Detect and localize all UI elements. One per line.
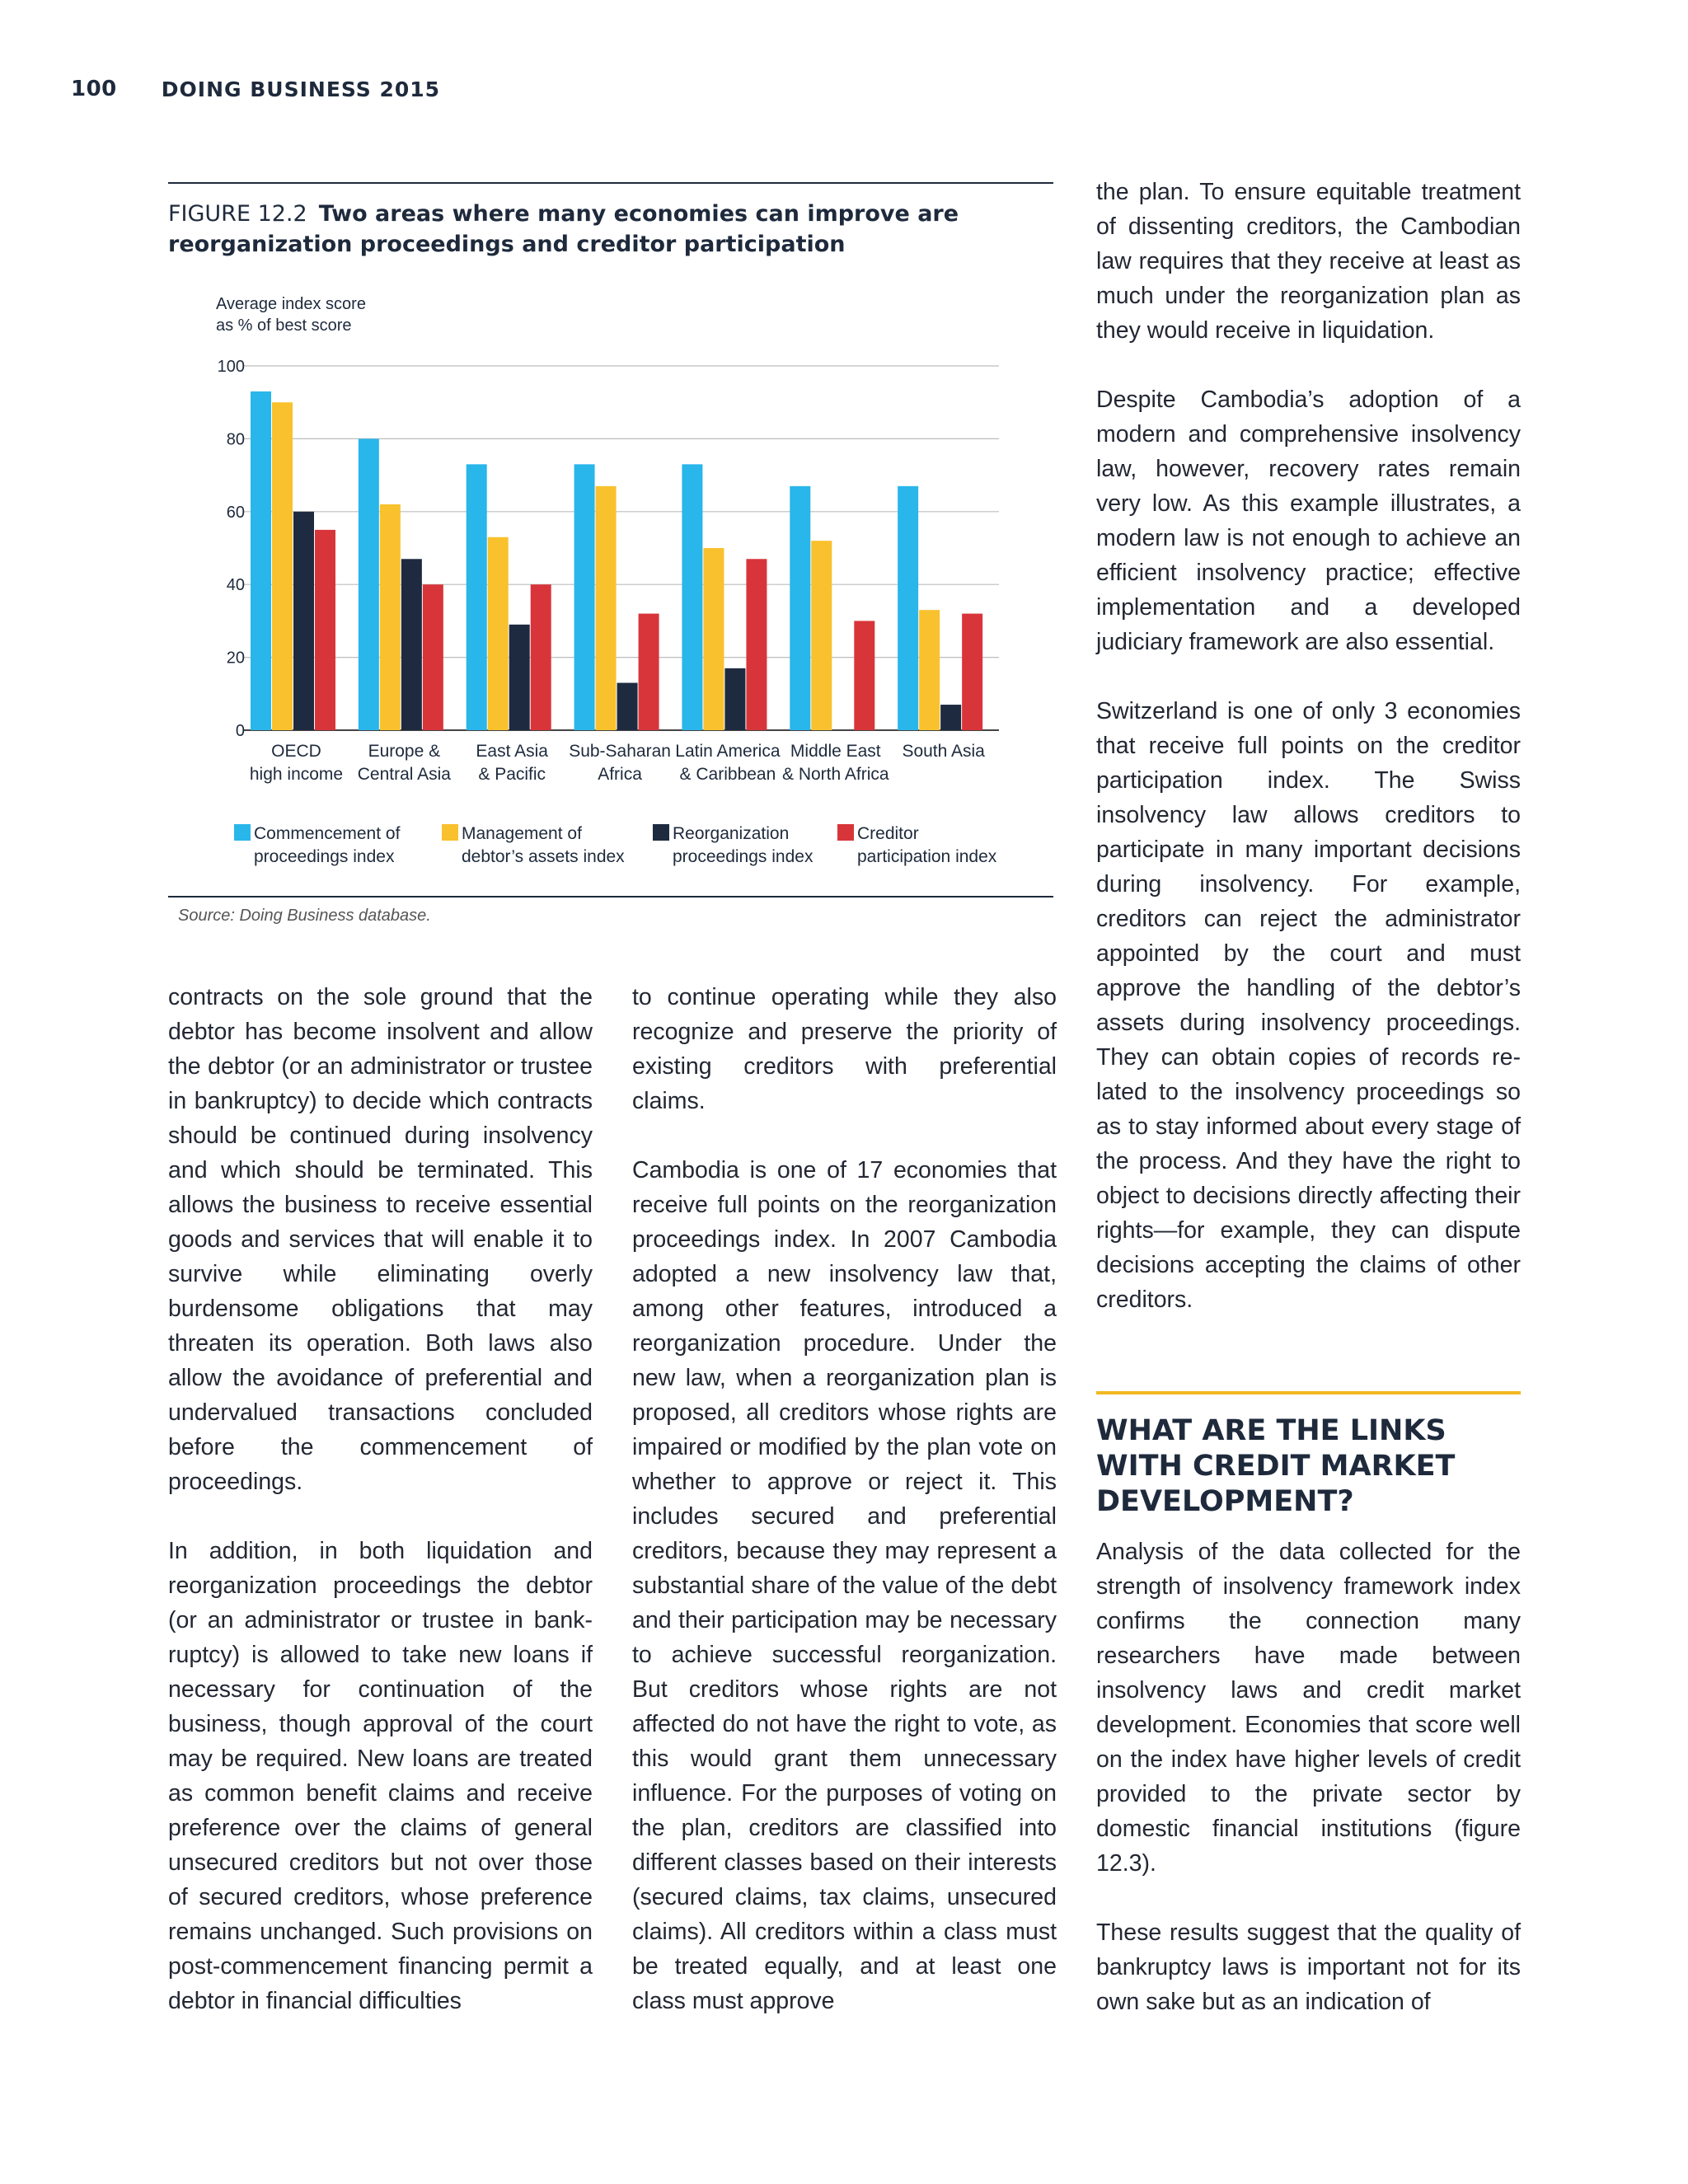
x-category-label: Sub-Saharan (569, 742, 671, 761)
y-tick-label: 20 (226, 649, 245, 668)
section-divider (1096, 1391, 1521, 1394)
chart-bars (251, 391, 982, 730)
legend-label: Creditor (857, 824, 919, 843)
bar (574, 464, 595, 730)
paragraph: These results suggest that the quality of bankruptcy laws is important not for its own sake but as an indication of (1096, 1919, 1521, 2015)
bar (724, 668, 745, 730)
paragraph: Switzerland is one of only 3 economies that receive full points on the creditor participation index. The Swiss insolvency law allows creditors to participate in many important decisions during insolvency. For example, creditors can reject the administrator appointed by the court and must approve the handling of the debtor’s assets during insolvency proceedings. They can obtain copies of records related to the insolvency proceedings so as to stay informed about every stage of the process. And they have the right to object to decisions directly affecting their rights—for example, they can dispute decisions accepting the claims of other creditors. (1096, 698, 1521, 1313)
legend-swatch (234, 824, 251, 841)
legend-swatch (837, 824, 854, 841)
legend-label: participation index (857, 847, 997, 866)
legend-label: Reorganization (673, 824, 790, 843)
bar (488, 537, 509, 730)
y-tick-label: 0 (235, 722, 245, 740)
legend-label: Commencement of (254, 824, 401, 843)
bar (962, 614, 982, 730)
figure-title-text: Two areas where many economies can improve are reorganization proceedings and creditor participation (168, 201, 959, 257)
y-axis-label (216, 295, 366, 335)
legend-label: proceedings index (673, 847, 814, 866)
x-category-label: East Asia (476, 742, 548, 761)
bar (401, 559, 422, 730)
bar (639, 614, 659, 730)
x-category-label: Africa (598, 765, 642, 784)
paragraph: In addition, in both liquidation and reorganization proceedings the debtor (or an administrator or trustee in bankruptcy) is allowed to take new loans if necessary for continuation of the business, though approval of the court may be required. New loans are treated as common benefit claims and receive preference over the claims of general unsecured creditors but not over those of secured creditors, whose preference remains unchanged. Such provisions on post-commencement financing permit a debtor in financial difficulties (168, 1538, 593, 2014)
x-category-label: Central Asia (357, 765, 451, 784)
y-tick-label: 60 (226, 503, 245, 522)
x-category-label: Middle East (790, 742, 881, 761)
bar (531, 584, 551, 730)
bar (790, 486, 810, 730)
y-axis-ticks (218, 358, 245, 740)
paragraph: Analysis of the data collected for the strength of insolvency framework index confirms the connection many researchers have made between insolvency laws and credit market development. Economies that score well on the index have higher levels of credit provided to the private sector by domestic financial institutions (figure 12.3). (1096, 1539, 1521, 1877)
bar (703, 548, 724, 730)
figure-12-2 (168, 182, 1053, 898)
x-category-label: & Caribbean (679, 765, 776, 784)
running-title: DOING BUSINESS 2015 (161, 77, 441, 101)
bar (617, 683, 638, 730)
bar (380, 504, 401, 730)
paragraph: the plan. To ensure equitable treatment of dissenting creditors, the Cambodian law requires that they receive at least as much under the reorganization plan as they would receive in liquidation. (1096, 179, 1521, 344)
bar (315, 530, 335, 730)
y-axis-label-line: Average index score (216, 295, 366, 313)
bar (293, 512, 314, 730)
y-axis-label-line: as % of best score (216, 316, 352, 335)
bar-chart (168, 184, 1053, 896)
bar (811, 541, 832, 730)
body-column-left (168, 980, 593, 2018)
legend-label: proceedings index (254, 847, 395, 866)
chart-gridlines (244, 366, 999, 730)
paragraph: contracts on the sole ground that the debtor has become insolvent and allow the debtor (or an administrator or trustee in bankruptcy) to decide which contracts should be continued during insolvency and which should be terminated. This allows the business to receive essential goods and services that will enable it to survive while eliminating overly burdensome obligations that may threaten its operation. Both laws also allow the avoidance of preferential and undervalued transactions concluded before the commencement of proceedings. (168, 984, 593, 1495)
x-category-label: Europe & (368, 742, 441, 761)
x-category-label: Latin America (675, 742, 781, 761)
bar (272, 402, 293, 730)
body-column-right-bottom (1096, 1535, 1521, 2019)
section-heading: WHAT ARE THE LINKS WITH CREDIT MARKET DEVELOPMENT? (1096, 1414, 1456, 1518)
body-column-right-top (1096, 175, 1521, 1317)
y-tick-label: 40 (226, 576, 245, 595)
legend-swatch (653, 824, 669, 841)
x-category-label: & North Africa (782, 765, 889, 784)
y-tick-label: 100 (217, 358, 245, 376)
chart-legend (234, 824, 997, 866)
legend-label: debtor’s assets index (462, 847, 625, 866)
y-tick-label: 80 (226, 430, 245, 449)
figure-source: Source: Doing Business database. (178, 907, 431, 925)
page-number: 100 (71, 77, 117, 101)
x-category-label: South Asia (902, 742, 985, 761)
bar (898, 486, 918, 730)
bar (596, 486, 617, 730)
x-category-label: OECD (271, 742, 321, 761)
paragraph: to continue operating while they also recognize and preserve the priority of existing creditors with preferential claims. (632, 984, 1057, 1114)
paragraph: Cambodia is one of 17 economies that receive full points on the reorganization proceedings index. In 2007 Cambodia adopted a new insolvency law that, among other features, introduced a reorganization procedure. Under the new law, when a reorganization plan is proposed, all creditors whose rights are impaired or modified by the plan vote on whether to approve or reject it. This includes secured and preferential creditors, because they may represent a substantial share of the value of the debt and their participation may be necessary to achieve successful reorganization. But creditors whose rights are not affected do not have the right to vote, as this would grant them unnecessary influence. For the purposes of voting on the plan, creditors are classified into different classes based on their interests (secured claims, tax claims, unsecured claims). All creditors within a class must be treated equally, and at least one class must approve (632, 1157, 1057, 2014)
bar (467, 464, 487, 730)
bar (359, 438, 379, 730)
page-header (71, 73, 440, 105)
paragraph: Despite Cambodia’s adoption of a modern and comprehensive insolvency law, however, recovery rates remain very low. As this example illustrates, a modern law is not enough to achieve an efficient insolvency practice; effective implementation and a developed judiciary framework are also essential. (1096, 387, 1521, 655)
body-column-middle (632, 980, 1057, 2018)
bar (251, 391, 271, 730)
bar (854, 621, 874, 730)
bar (423, 584, 443, 730)
legend-swatch (442, 824, 458, 841)
bar (746, 559, 767, 730)
bar (509, 625, 530, 730)
x-category-label: & Pacific (478, 765, 546, 784)
figure-label: FIGURE 12.2 (168, 201, 307, 227)
bar (940, 705, 961, 730)
x-category-label: high income (249, 765, 344, 784)
legend-label: Management of (462, 824, 582, 843)
bar (919, 610, 940, 730)
bar (682, 464, 702, 730)
x-axis-categories (250, 742, 985, 784)
